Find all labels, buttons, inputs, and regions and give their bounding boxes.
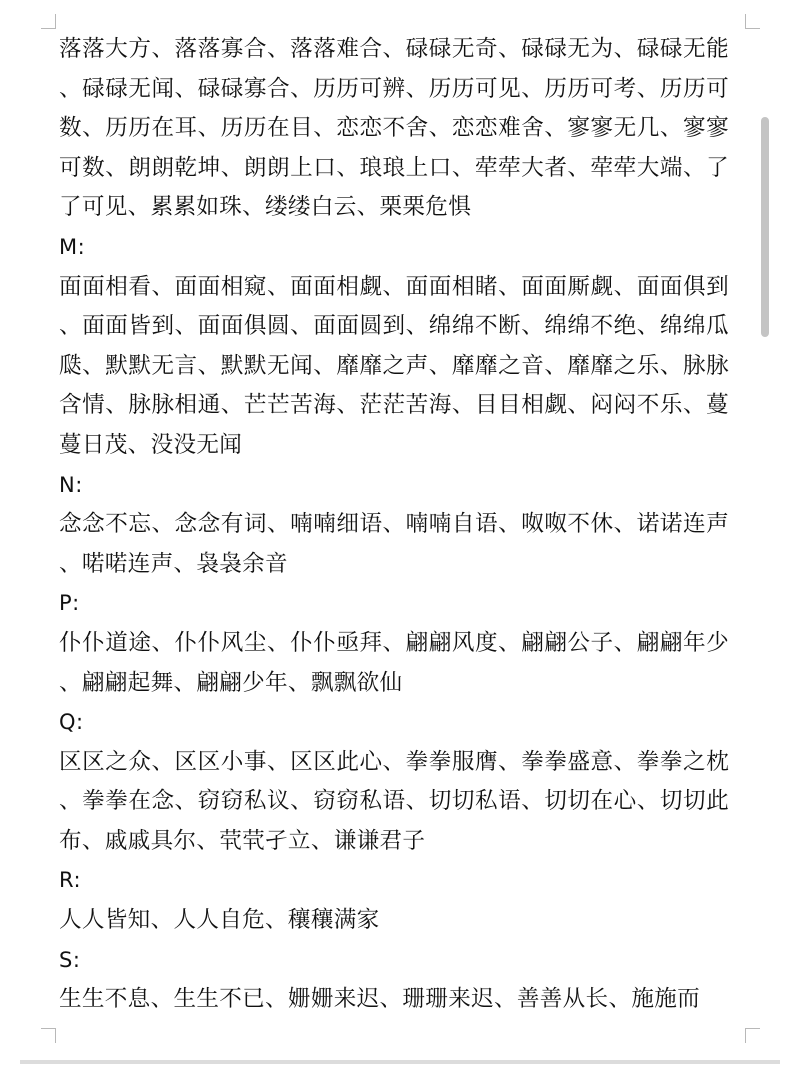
- vertical-scrollbar-thumb[interactable]: [761, 117, 769, 337]
- section-letter-m: M:: [59, 234, 86, 259]
- section-letter-p: P:: [59, 591, 80, 616]
- section-letter-q: Q:: [59, 710, 84, 735]
- idiom-paragraph-r: 人人皆知、人人自危、穰穰满家: [59, 907, 380, 934]
- section-letter-r: R:: [59, 868, 82, 893]
- section-letter-s: S:: [59, 947, 81, 972]
- idiom-paragraph-s: 生生不息、生生不已、姗姗来迟、珊珊来迟、善善从长、施施而: [59, 986, 701, 1013]
- idiom-paragraph-m: 面面相看、面面相窥、面面相觑、面面相睹、面面厮觑、面面俱到、面面皆到、面面俱圆、面面圆到、绵绵不断、绵绵不绝、绵绵瓜瓞、默默无言、默默无闻、靡靡之声、靡靡之音、靡靡之乐、脉脉含情、脉脉相通、芒芒苦海、茫茫苦海、目目相觑、闷闷不乐、蔓蔓日茂、没没无闻: [59, 273, 729, 458]
- idiom-paragraph-n: 念念不忘、念念有词、喃喃细语、喃喃自语、呶呶不休、诺诺连声、喏喏连声、袅袅余音: [59, 511, 729, 577]
- page-bottom-edge: [20, 1060, 780, 1064]
- page-corner-mark-bottom-left: [41, 1028, 56, 1043]
- idiom-paragraph-l: 落落大方、落落寡合、落落难合、碌碌无奇、碌碌无为、碌碌无能、碌碌无闻、碌碌寡合、历历可辨、历历可见、历历可考、历历可数、历历在耳、历历在目、恋恋不舍、恋恋难舍、寥寥无几、寥寥可数、朗朗乾坤、朗朗上口、琅琅上口、荦荦大者、荦荦大端、了了可见、累累如珠、缕缕白云、栗栗危惧: [59, 36, 729, 221]
- page-corner-mark-top-left: [41, 14, 56, 29]
- idiom-paragraph-q: 区区之众、区区小事、区区此心、拳拳服膺、拳拳盛意、拳拳之枕、拳拳在念、窃窃私议、窃窃私语、切切私语、切切在心、切切此布、戚戚具尔、茕茕孑立、谦谦君子: [59, 748, 729, 854]
- idiom-paragraph-p: 仆仆道途、仆仆风尘、仆仆亟拜、翩翩风度、翩翩公子、翩翩年少、翩翩起舞、翩翩少年、飘飘欲仙: [59, 629, 729, 696]
- page-corner-mark-bottom-right: [745, 1028, 760, 1043]
- document-body: [59, 30, 729, 1020]
- section-letter-n: N:: [59, 472, 83, 497]
- page-corner-mark-top-right: [745, 14, 760, 29]
